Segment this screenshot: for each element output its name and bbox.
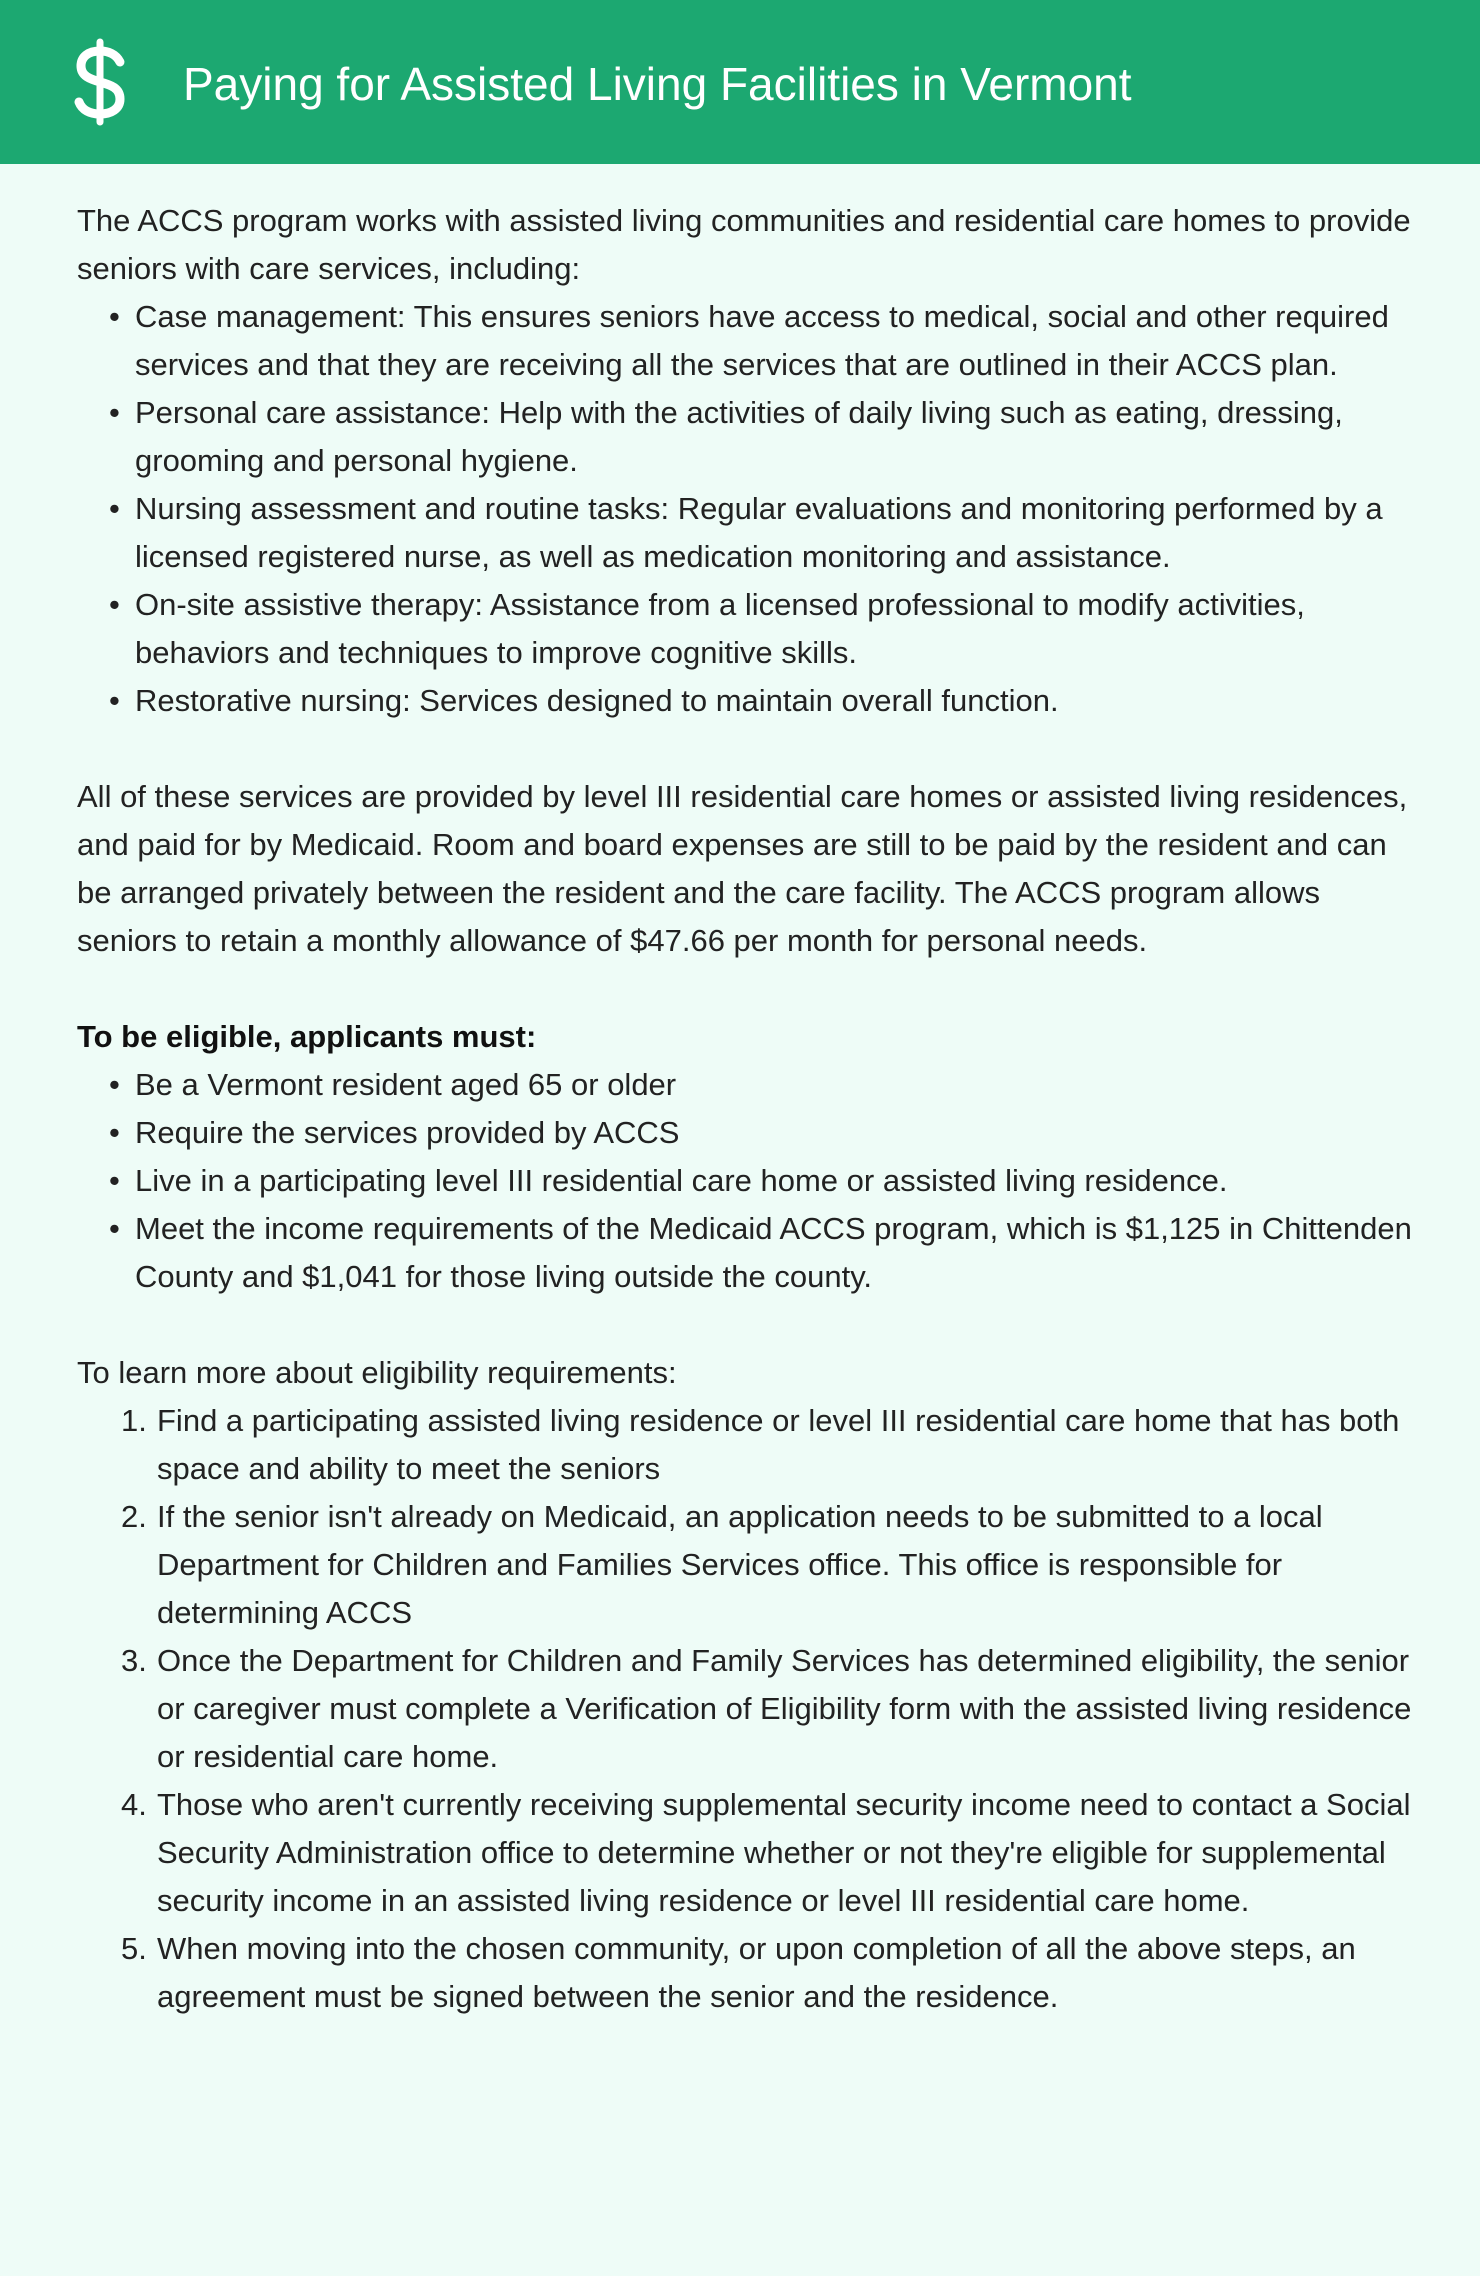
eligibility-list	[77, 1061, 1417, 1301]
article-body	[77, 197, 1417, 2021]
list-item: • On-site assistive therapy: Assistance from a licensed professional to modify activities, behaviors and techniques to improve cognitive skills.	[109, 587, 1305, 670]
list-item: • Live in a participating level III residential care home or assisted living residence.	[109, 1163, 1228, 1198]
learn-more-heading: To learn more about eligibility requirements:	[77, 1355, 677, 1390]
dollar-icon	[70, 38, 130, 126]
list-item: • Personal care assistance: Help with the activities of daily living such as eating, dressing, grooming and personal hygiene.	[109, 395, 1343, 478]
list-item: 1. Find a participating assisted living residence or level III residential care home that has both space and ability to meet the seniors	[121, 1403, 1400, 1486]
list-item: 3. Once the Department for Children and Family Services has determined eligibility, the senior or caregiver must complete a Verification of Eligibility form with the assisted living residence or residential care home.	[121, 1643, 1412, 1774]
steps-list	[77, 1397, 1417, 2021]
list-item: • Be a Vermont resident aged 65 or older	[109, 1067, 677, 1102]
services-list	[77, 293, 1417, 725]
list-item: • Case management: This ensures seniors have access to medical, social and other required services and that they are receiving all the services that are outlined in their ACCS plan.	[109, 299, 1389, 382]
intro-paragraph: The ACCS program works with assisted living communities and residential care homes to provide seniors with care services, including:	[77, 203, 1411, 286]
list-item: 4. Those who aren't currently receiving supplemental security income need to contact a Social Security Administration office to determine whether or not they're eligible for supplemental security income in an assisted living residence or level III residential care home.	[121, 1787, 1411, 1918]
eligibility-heading: To be eligible, applicants must:	[77, 1019, 537, 1054]
list-item: • Nursing assessment and routine tasks: Regular evaluations and monitoring performed by a licensed registered nurse, as well as medication monitoring and assistance.	[109, 491, 1383, 574]
list-item: 2. If the senior isn't already on Medicaid, an application needs to be submitted to a local Department for Children and Families Services office. This office is responsible for determining ACCS	[121, 1499, 1323, 1630]
list-item: 5. When moving into the chosen community, or upon completion of all the above steps, an agreement must be signed between the senior and the residence.	[121, 1931, 1356, 2014]
funding-paragraph: All of these services are provided by level III residential care homes or assisted living residences, and paid for by Medicaid. Room and board expenses are still to be paid by the resident and can be arranged privately between the resident and the care facility. The ACCS program allows seniors to retain a monthly allowance of $47.66 per month for personal needs.	[77, 779, 1408, 958]
list-item: • Restorative nursing: Services designed to maintain overall function.	[109, 683, 1059, 718]
page-title: Paying for Assisted Living Facilities in Vermont	[183, 58, 1132, 110]
header-banner	[0, 0, 1480, 164]
list-item: • Require the services provided by ACCS	[109, 1115, 680, 1150]
list-item: • Meet the income requirements of the Medicaid ACCS program, which is $1,125 in Chittenden County and $1,041 for those living outside the county.	[109, 1211, 1412, 1294]
